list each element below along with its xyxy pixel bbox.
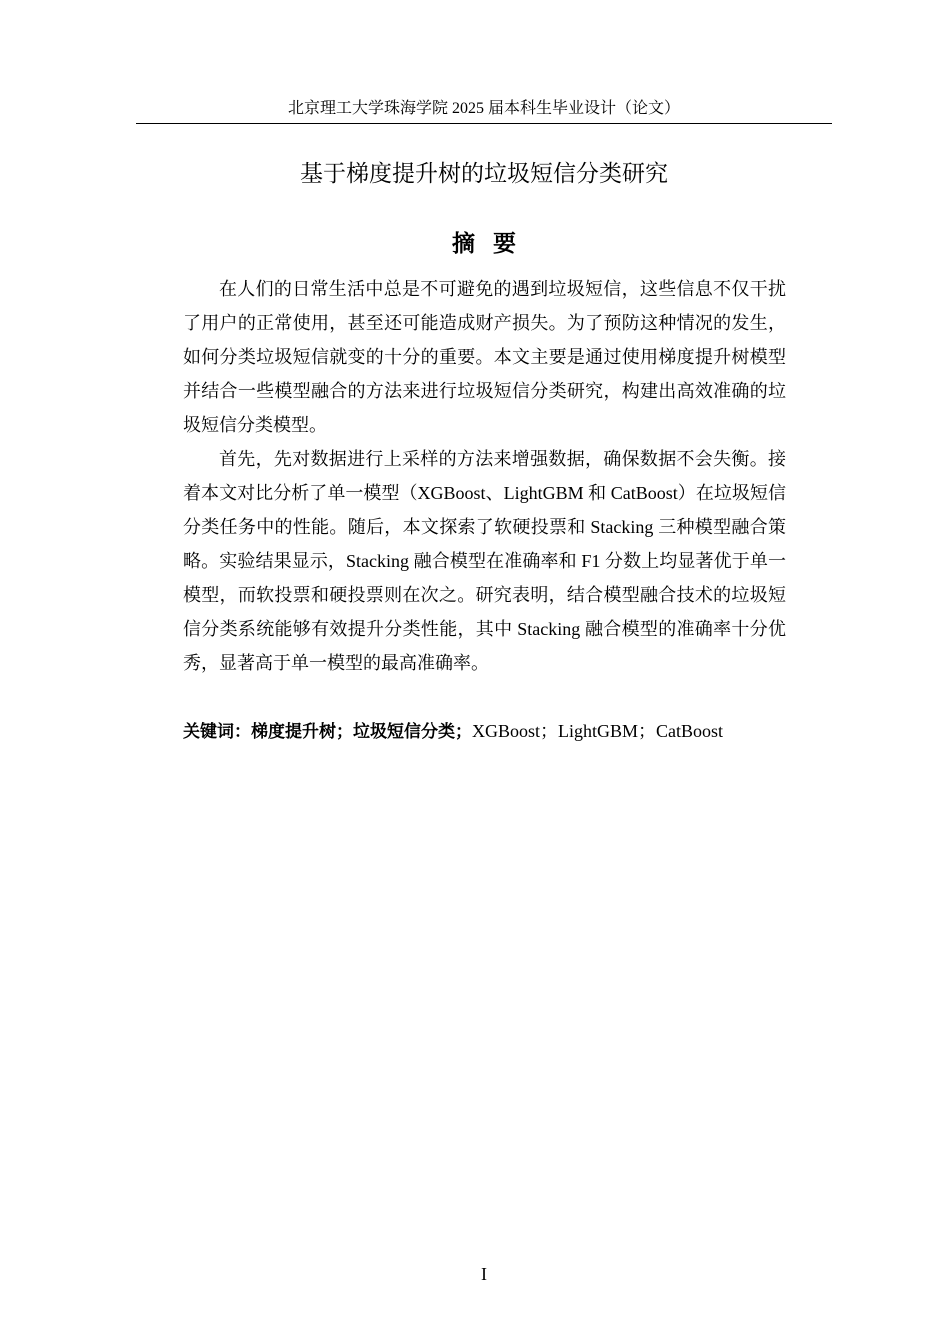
- page-number: I: [481, 1264, 487, 1284]
- header-divider: [136, 123, 832, 124]
- running-header: 北京理工大学珠海学院 2025 届本科生毕业设计（论文）: [287, 100, 680, 117]
- thesis-title: 基于梯度提升树的垃圾短信分类研究: [300, 161, 668, 187]
- abstract-paragraph-2: 首先，先对数据进行上采样的方法来增强数据，确保数据不会失衡。接着本文对比分析了单一模型（XGBoost、LightGBM 和 CatBoost）在垃圾短信分类任务中的性能。随后，本文探索了软硬投票和 Stacking 三种模型融合策略。实验结果显示，Stacking 融合模型在准确率和 F1 分数上均显著优于单一模型，而软投票和硬投票则在次之。研究表明，结合模型融合技术的垃圾短信分类系统能够有效提升分类性能，其中 Stacking 融合模型的准确率十分优秀，显著高于单一模型的最高准确率。: [183, 449, 786, 673]
- abstract-paragraph-1: 在人们的日常生活中总是不可避免的遇到垃圾短信，这些信息不仅干扰了用户的正常使用，甚至还可能造成财产损失。为了预防这种情况的发生，如何分类垃圾短信就变的十分的重要。本文主要是通过使用梯度提升树模型并结合一些模型融合的方法来进行垃圾短信分类研究，构建出高效准确的垃圾短信分类模型。: [183, 279, 786, 435]
- keywords-values: XGBoost；LightGBM；CatBoost: [472, 721, 724, 741]
- keywords-line: [183, 716, 786, 747]
- abstract-body: [183, 272, 786, 680]
- keywords-label: 关键词：梯度提升树；垃圾短信分类；: [183, 722, 472, 742]
- abstract-heading: 摘要: [452, 231, 534, 257]
